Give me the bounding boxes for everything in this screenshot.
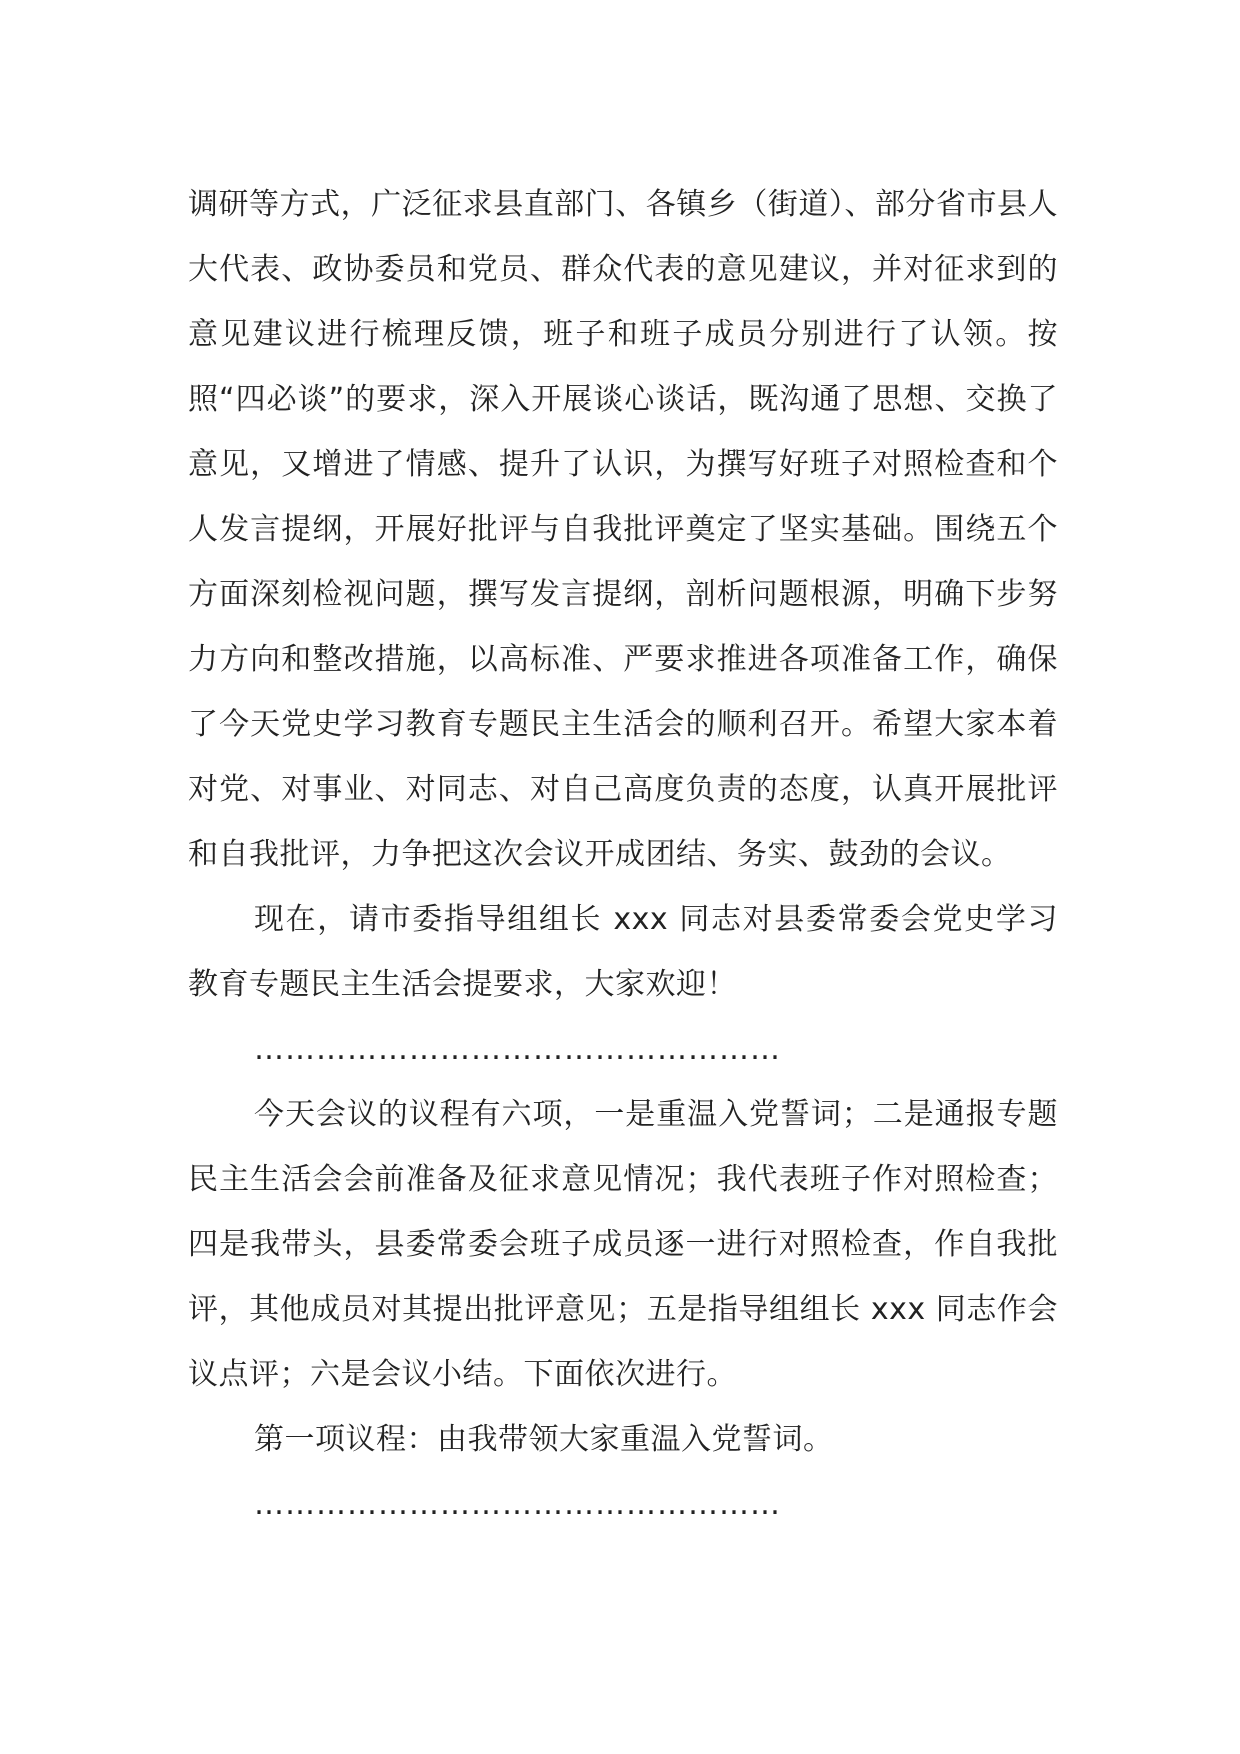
ellipsis-separator: …………………………………………… [254, 1487, 781, 1522]
paragraph-invite-guidance-leader: 现在，请市委指导组组长 xxx 同志对县委常委会党史学习教育专题民主生活会提要求，大家欢迎！ [188, 902, 1058, 1002]
ellipsis-separator: …………………………………………… [254, 1032, 781, 1067]
paragraph-first-agenda-item: 第一项议程：由我带领大家重温入党誓词。 [254, 1422, 834, 1457]
paragraph-meeting-agenda: 今天会议的议程有六项，一是重温入党誓词；二是通报专题民主生活会会前准备及征求意见情况；我代表班子作对照检查；四是我带头，县委常委会班子成员逐一进行对照检查，作自我批评，其他成员对其提出批评意见；五是指导组组长 xxx 同志作会议点评；六是会议小结。下面依次进行。 [188, 1097, 1058, 1392]
document-body [188, 172, 1058, 1537]
paragraph-opinion-collection: 调研等方式，广泛征求县直部门、各镇乡（街道）、部分省市县人大代表、政协委员和党员、群众代表的意见建议，并对征求到的意见建议进行梳理反馈，班子和班子成员分别进行了认领。按照“四必谈”的要求，深入开展谈心谈话，既沟通了思想、交换了意见，又增进了情感、提升了认识，为撰写好班子对照检查和个人发言提纲，开展好批评与自我批评奠定了坚实基础。围绕五个方面深刻检视问题，撰写发言提纲，剖析问题根源，明确下步努力方向和整改措施，以高标准、严要求推进各项准备工作，确保了今天党史学习教育专题民主生活会的顺利召开。希望大家本着对党、对事业、对同志、对自己高度负责的态度，认真开展批评和自我批评，力争把这次会议开成团结、务实、鼓劲的会议。 [188, 187, 1058, 872]
